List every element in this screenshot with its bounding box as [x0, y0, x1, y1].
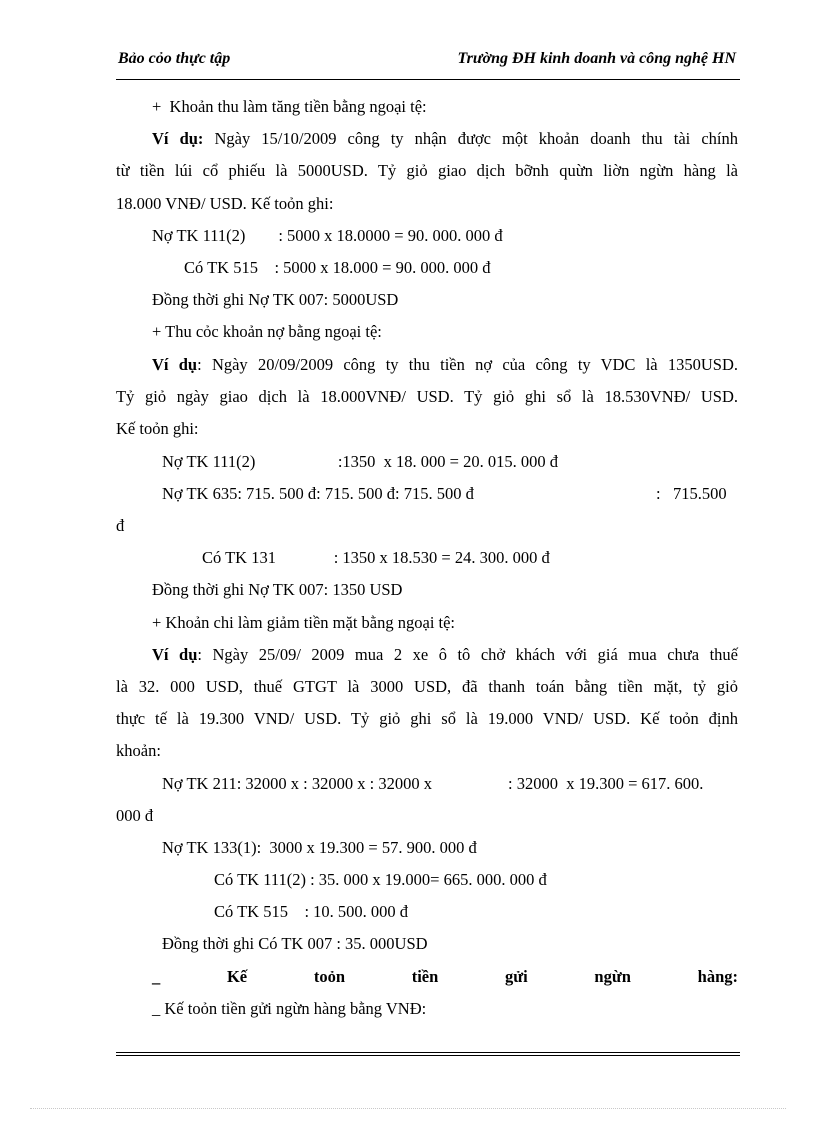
journal-entry-line: Có TK 515 : 5000 x 18.000 = 90. 000. 000 đ — [184, 258, 491, 277]
text-line: khoản: — [116, 741, 161, 760]
example-label: Ví dụ — [152, 645, 198, 664]
journal-entry-line: Nợ TK 133(1): 3000 x 19.300 = 57. 900. 000 đ — [162, 838, 477, 857]
text-line: từ tiền lúi cổ phiếu là 5000USD. Tỷ giỏ giao dịch bỡnh quừn liờn ngừn hàng là — [116, 161, 738, 180]
text-line: 18.000 VNĐ/ USD. Kế toỏn ghi: — [116, 194, 334, 213]
text-line: : Ngày 20/09/2009 công ty thu tiền nợ của công ty VDC là 1350USD. — [197, 355, 738, 374]
header-divider — [116, 79, 740, 80]
text-line: : Ngày 25/09/ 2009 mua 2 xe ô tô chở khách với giá mua chưa thuế — [197, 645, 738, 664]
text-line: Tỷ giỏ ngày giao dịch là 18.000VNĐ/ USD. Tỷ giỏ ghi sổ là 18.530VNĐ/ USD. — [116, 387, 738, 406]
text-line: là 32. 000 USD, thuế GTGT là 3000 USD, đã thanh toán bằng tiền mặt, tỷ giỏ — [116, 677, 738, 696]
section-heading: _ Kế toỏn tiền gửi ngừn hàng: — [152, 967, 738, 986]
journal-entry-line: Nợ TK 211: 32000 x : 32000 x : 32000 x — [162, 774, 432, 793]
header-school-name: Trường ĐH kinh doanh và công nghệ HN — [457, 50, 736, 67]
text-line: + Khoản chi làm giảm tiền mặt bằng ngoại tệ: — [152, 613, 456, 632]
text-line: _ Kế toỏn tiền gửi ngừn hàng bằng VNĐ: — [152, 999, 427, 1018]
journal-entry-line: Có TK 131 : 1350 x 18.530 = 24. 300. 000 đ — [202, 548, 550, 567]
text-line: + Thu cỏc khoản nợ bằng ngoại tệ: — [152, 322, 382, 341]
text-line: Đồng thời ghi Nợ TK 007: 5000USD — [152, 290, 399, 309]
example-paragraph-line — [116, 645, 738, 665]
text-line: Đồng thời ghi Có TK 007 : 35. 000USD — [162, 934, 428, 953]
journal-entry-line: Nợ TK 111(2) :1350 x 18. 000 = 20. 015. 000 đ — [162, 452, 558, 471]
header-report-title: Bảo cỏo thực tập — [118, 50, 231, 67]
example-paragraph-line — [116, 355, 738, 375]
text-line: đ — [116, 516, 125, 535]
page-bottom-border — [30, 1108, 786, 1109]
text-line: Đồng thời ghi Nợ TK 007: 1350 USD — [152, 580, 403, 599]
journal-entry-line: Có TK 111(2) : 35. 000 x 19.000= 665. 000. 000 đ — [214, 870, 547, 889]
journal-entry-line: Có TK 515 : 10. 500. 000 đ — [214, 902, 409, 921]
text-line: thực tế là 19.300 VND/ USD. Tỷ giỏ ghi sổ là 19.000 VND/ USD. Kế toỏn định — [116, 709, 738, 728]
journal-entry-amount: : 715.500 — [656, 484, 727, 503]
example-paragraph-line — [116, 129, 738, 149]
journal-entry-line: Nợ TK 111(2) : 5000 x 18.0000 = 90. 000. 000 đ — [152, 226, 503, 245]
text-line: Kế toỏn ghi: — [116, 419, 199, 438]
text-line: Ngày 15/10/2009 công ty nhận được một khoản doanh thu tài chính — [203, 129, 738, 148]
journal-entry-line: Nợ TK 635: 715. 500 đ: 715. 500 đ: 715. 500 đ — [162, 484, 474, 503]
text-line: 000 đ — [116, 806, 154, 825]
example-label: Ví dụ — [152, 355, 198, 374]
example-label: Ví dụ: — [152, 129, 204, 148]
text-line: + Khoản thu làm tăng tiền bằng ngoại tệ: — [152, 97, 427, 116]
page-header — [118, 46, 738, 72]
footer-divider — [116, 1055, 740, 1056]
journal-entry-amount: : 32000 x 19.300 = 617. 600. — [508, 774, 704, 793]
footer-divider — [116, 1052, 740, 1053]
